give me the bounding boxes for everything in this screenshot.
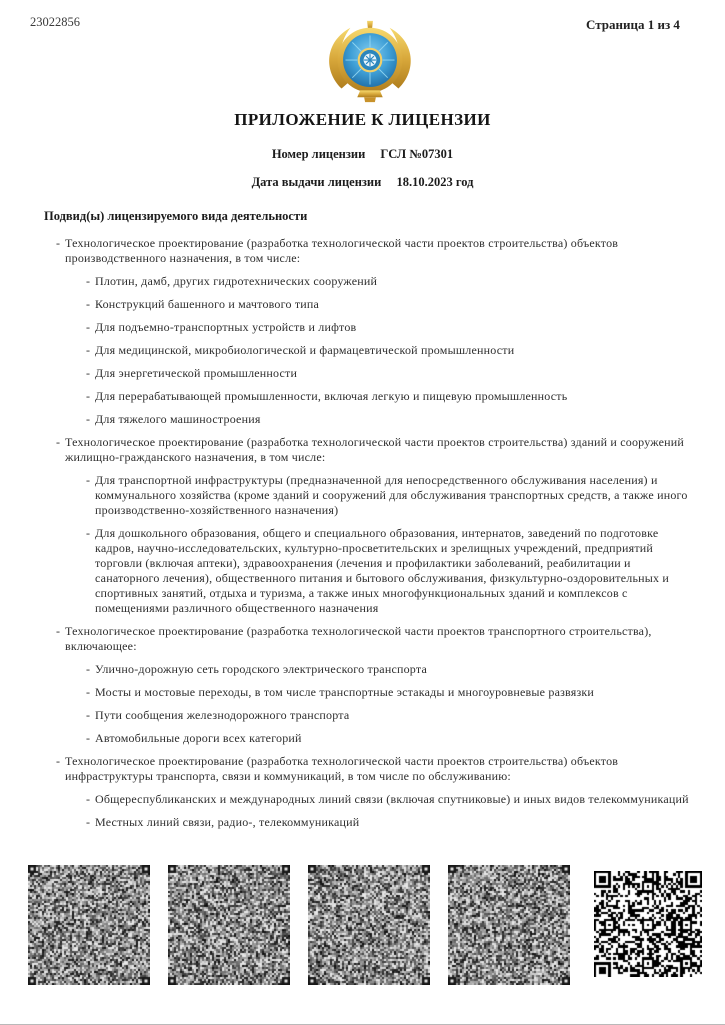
subtype-item	[86, 792, 697, 807]
page-title: ПРИЛОЖЕНИЕ К ЛИЦЕНЗИИ	[234, 110, 491, 129]
subtype-item-text: Конструкций башенного и мачтового типа	[95, 297, 320, 311]
subtype-item-text: Плотин, дамб, других гидротехнических сооружений	[95, 274, 378, 288]
subtype-item	[86, 366, 697, 381]
barcode-block-3	[308, 865, 430, 985]
issue-date-value: 18.10.2023 год	[396, 175, 474, 189]
dash-marker: -	[86, 815, 91, 829]
license-number-label: Номер лицензии	[271, 147, 366, 161]
subtype-item-text: Пути сообщения железнодорожного транспорта	[95, 708, 350, 722]
dash-marker: -	[86, 412, 91, 426]
dash-marker: -	[86, 708, 91, 722]
dash-marker: -	[56, 435, 61, 449]
section-text: Технологическое проектирование (разработка технологической части проектов строительства) объектов инфраструктуры транспорта, связи и коммуникаций, в том числе по обслуживанию:	[65, 754, 619, 783]
subtype-item-text: Для перерабатывающей промышленности, включая легкую и пищевую промышленность	[95, 389, 568, 403]
document-number: 23022856	[30, 15, 80, 29]
subtype-item	[86, 526, 697, 616]
subtype-item-text: Общереспубликанских и международных линий связи (включая спутниковые) и иных видов телекоммуникаций	[95, 792, 689, 806]
subtype-item-text: Улично-дорожную сеть городского электрического транспорта	[95, 662, 427, 676]
subtype-item	[86, 389, 697, 404]
dash-marker: -	[56, 236, 61, 250]
page-indicator: Страница 1 из 4	[586, 17, 680, 32]
subtype-item-text: Автомобильные дороги всех категорий	[95, 731, 302, 745]
subtype-item-text: Для энергетической промышленности	[95, 366, 298, 380]
kazakhstan-coat-of-arms-icon	[321, 19, 419, 105]
dash-marker: -	[56, 754, 61, 768]
license-number-line	[0, 147, 725, 162]
dash-marker: -	[86, 792, 91, 806]
dash-marker: -	[86, 389, 91, 403]
dash-marker: -	[56, 624, 61, 638]
barcode-block-4	[448, 865, 570, 985]
dash-marker: -	[86, 731, 91, 745]
subtype-item-text: Для дошкольного образования, общего и специального образования, интернатов, заведений по подготовке кадров, научно-исследовательских, культурно-просветительских и зрелищных учреждений, предприятий торговли (включая аптеки), здравоохранения (лечения и профилактики заболеваний, реабилитации и санаторного лечения), общественного питания и бытового обслуживания, физкультурно-оздоровительных и спортивных занятий, отдыха и туризма, а также иных многофункциональных зданий и комплексов с помещениями различного общественного назначения	[95, 526, 670, 615]
dash-marker: -	[86, 662, 91, 676]
section-text: Технологическое проектирование (разработка технологической части проектов строительства) объектов производственного назначения, в том числе:	[65, 236, 619, 265]
dash-marker: -	[86, 473, 91, 487]
dash-marker: -	[86, 366, 91, 380]
dash-marker: -	[86, 320, 91, 334]
subtype-item-text: Для медицинской, микробиологической и фармацевтической промышленности	[95, 343, 515, 357]
subtypes-heading: Подвид(ы) лицензируемого вида деятельности	[44, 209, 308, 223]
license-section-heading	[56, 624, 697, 654]
section-text: Технологическое проектирование (разработка технологической части проектов транспортного строительства), включающее:	[65, 624, 652, 653]
subtype-item-text: Местных линий связи, радио-, телекоммуникаций	[95, 815, 360, 829]
license-section-heading	[56, 236, 697, 266]
section-text: Технологическое проектирование (разработка технологической части проектов строительства) зданий и сооружений жилищно-гражданского назначения, в том числе:	[65, 435, 684, 464]
qr-code	[594, 871, 702, 977]
dash-marker: -	[86, 685, 91, 699]
subtype-item-text: Для тяжелого машиностроения	[95, 412, 261, 426]
subtype-item	[86, 320, 697, 335]
license-section-heading	[56, 754, 697, 784]
dash-marker: -	[86, 526, 91, 540]
dash-marker: -	[86, 274, 91, 288]
license-sections-list	[0, 236, 725, 838]
issue-date-label: Дата выдачи лицензии	[251, 175, 382, 189]
issue-date-line	[0, 175, 725, 190]
license-number-value: ГСЛ №07301	[380, 147, 454, 161]
subtype-item-text: Мосты и мостовые переходы, в том числе транспортные эстакады и многоуровневые развязки	[95, 685, 595, 699]
subtype-item	[86, 662, 697, 677]
subtype-item	[86, 274, 697, 289]
barcode-block-2	[168, 865, 290, 985]
barcode-block-1	[28, 865, 150, 985]
dash-marker: -	[86, 343, 91, 357]
subtype-item-text: Для транспортной инфраструктуры (предназначенной для непосредственного обслуживания населения) и коммунального хозяйства (кроме зданий и сооружений для обслуживания транспортных средств, а также иного производственно-хозяйственного назначения)	[95, 473, 688, 517]
subtype-item	[86, 815, 697, 830]
subtype-item-text: Для подъемно-транспортных устройств и лифтов	[95, 320, 357, 334]
subtype-item	[86, 708, 697, 723]
license-section-heading	[56, 435, 697, 465]
subtype-item	[86, 685, 697, 700]
dash-marker: -	[86, 297, 91, 311]
subtype-item	[86, 412, 697, 427]
subtype-item	[86, 343, 697, 358]
subtype-item	[86, 731, 697, 746]
subtype-item	[86, 297, 697, 312]
subtype-item	[86, 473, 697, 518]
